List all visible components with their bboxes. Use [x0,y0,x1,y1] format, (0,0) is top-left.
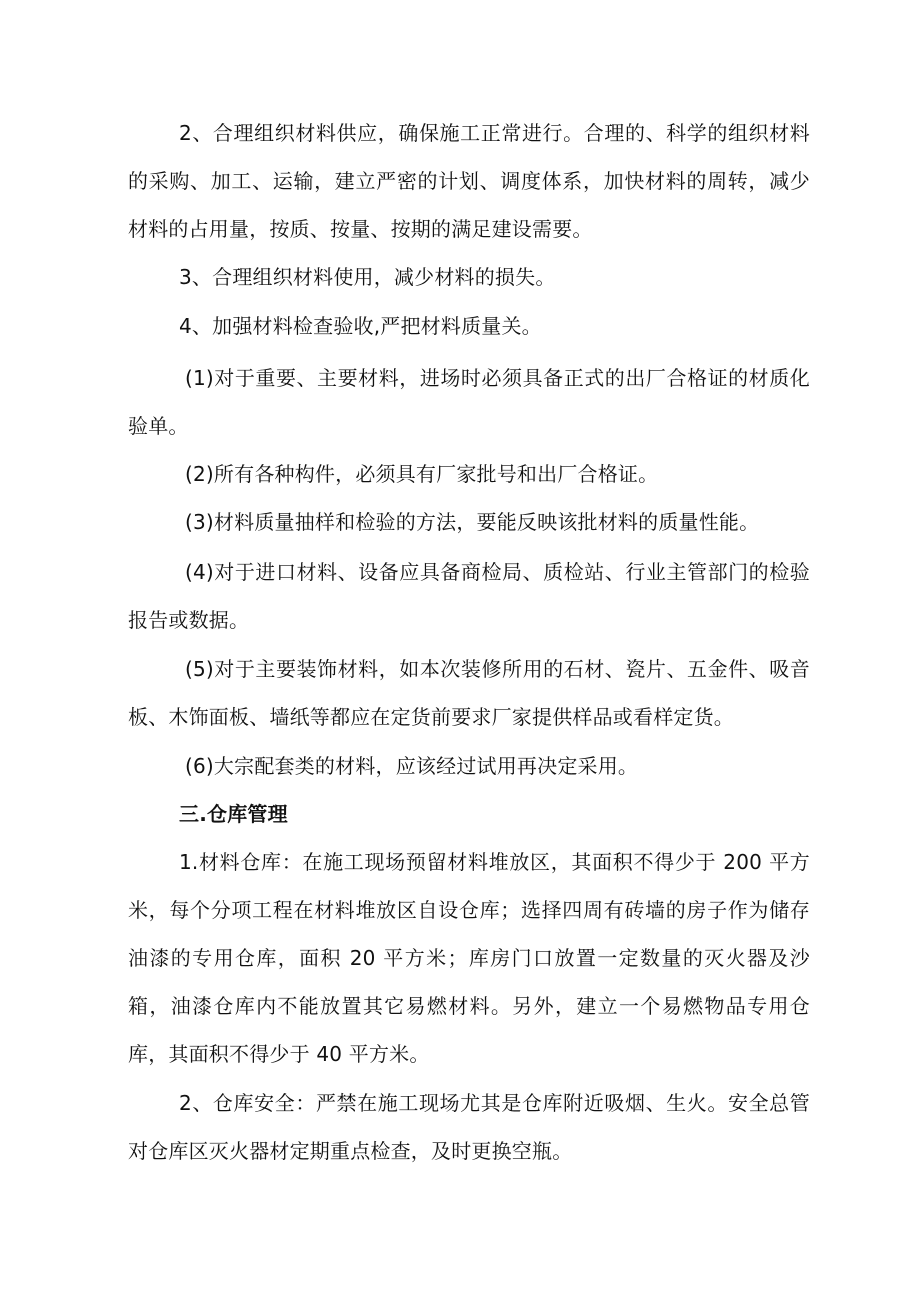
paragraph-material-supply: 2、合理组织材料供应，确保施工正常进行。合理的、科学的组织材料的采购、加工、运输，建立严密的计划、调度体系，加快材料的周转，减少材料的占用量，按质、按量、按期的满足建设需要。 [128,121,810,241]
section-heading: 三.仓库管理 [179,802,288,826]
paragraph-item-2: (2)所有各种构件，必须具有厂家批号和出厂合格证。 [185,462,659,486]
paragraph-item-3: (3)材料质量抽样和检验的方法，要能反映该批材料的质量性能。 [185,510,760,534]
paragraph-item-6: (6)大宗配套类的材料，应该经过试用再决定采用。 [185,754,639,778]
paragraph-item-1: (1)对于重要、主要材料，进场时必须具备正式的出厂合格证的材质化验单。 [128,366,810,438]
paragraph-item-4: (4)对于进口材料、设备应具备商检局、质检站、行业主管部门的检验报告或数据。 [128,560,810,632]
paragraph-material-use: 3、合理组织材料使用，减少材料的损失。 [179,265,556,289]
paragraph-item-5: (5)对于主要装饰材料，如本次装修所用的石材、瓷片、五金件、吸音板、木饰面板、墙纸等都应在定货前要求厂家提供样品或看样定货。 [128,657,810,729]
paragraph-material-inspection: 4、加强材料检查验收,严把材料质量关。 [179,314,542,338]
paragraph-warehouse-safety: 2、仓库安全：严禁在施工现场尤其是仓库附近吸烟、生火。安全总管对仓库区灭火器材定期重点检查，及时更换空瓶。 [128,1091,810,1163]
paragraph-warehouse-materials: 1.材料仓库：在施工现场预留材料堆放区，其面积不得少于 200 平方米，每个分项工程在材料堆放区自设仓库；选择四周有砖墙的房子作为储存油漆的专用仓库，面积 20 平方米；库房门口放置一定数量的灭火器及沙箱，油漆仓库内不能放置其它易燃材料。另外，建立一个易燃物品专用仓库，其面积不得少于 40 平方米。 [128,850,810,1066]
